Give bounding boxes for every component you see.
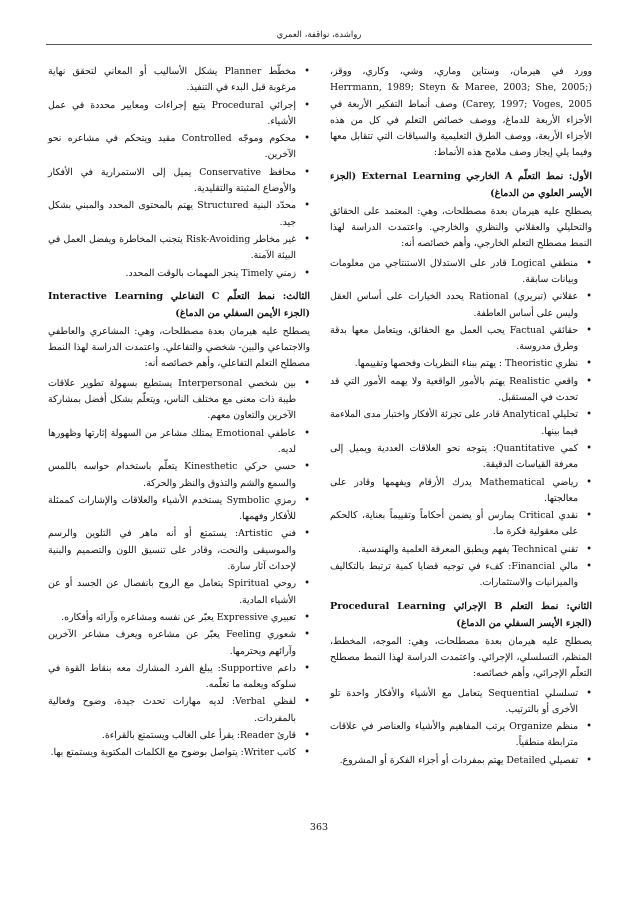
list-item: • واقعي Realistic يهتم بالأمور الواقعية ولا يهمه الأمور التي قد تحدث في المستقبل. [330, 374, 592, 407]
section-b-paragraph: يصطلح عليه هيرمان بعدة مصطلحات، وهي: الموجه، المخطط، المنظم، التسلسلي، الإجرائي. واعتمدت الدراسة لهذا النمط مصطلح التعلّم الإجرائي، وأهم خصائصه: [330, 635, 592, 680]
list-item: • تعبيري Expressive يعبّر عن نفسه ومشاعره وآرائه وأفكاره. [48, 610, 310, 626]
list-item: • غير مخاطر Risk-Avoiding يتجنب المخاطرة ويفضل العمل في البيئة الآمنة. [48, 232, 310, 265]
section-b-list-continued [48, 64, 310, 282]
list-item: • روحي Spiritual يتعامل مع الروح بانفصال عن الجسد أو عن الأشياء المادية. [48, 576, 310, 609]
list-item: • تسلسلي Sequential يتعامل مع الأشياء والأفكار واحدة تلو الأخرى أو بالترتيب. [330, 686, 592, 719]
list-item: • تحليلي Analytical قادر على تجزئة الأفكار واختبار مدى الملاءمة فيما بينها. [330, 407, 592, 440]
list-item: • نقدي Critical يمارس أو يضمن أحكاماً وتقييماً بعناية، كالحكم على معقولية فكرة ما. [330, 508, 592, 541]
section-c-heading: الثالث: نمط التعلّم C التفاعلي Interactive Learning (الجزء الأيمن السفلي من الدماغ) [48, 290, 310, 319]
left-column [48, 64, 310, 763]
section-c-paragraph: يصطلح عليه هيرمان بعدة مصطلحات، وهي: المشاعري والعاطفي والاجتماعي والبين- شخصي والتفاعلي. واعتمدت الدراسة لهذا النمط مصطلح التعلم التفاعلي، وأهم خصائصه أنه: [48, 325, 310, 370]
list-item: • بين شخصي Interpersonal يستطيع بسهولة تطوير علاقات طيبة ذات معنى مع مختلف الناس، ويتعلّم بشكل أفضل بمشاركة الآخرين والتعاون معهم. [48, 376, 310, 425]
list-item: • زمني Timely ينجز المهمات بالوقت المحدد. [48, 266, 310, 282]
right-column [330, 64, 592, 770]
list-item: • تفصيلي Detailed يهتم بمفردات أو أجزاء الفكرة أو المشروع. [330, 753, 592, 769]
list-item: • تقني Technical يفهم ويطبق المعرفة العلمية والهندسية. [330, 542, 592, 558]
intro-paragraph: وورد في هيرمان، وستاين وماري، وشي، وكاري، ووقز، (Herrmann, 1989; Steyn & Maree, 2003; She, 2005; Carey, 1997; Voges, 2005) وصف أنماط التفكير الأربعة في الأجزاء الأربعة للدماغ، ووصف خصائص التعلم في كل من هذه الأجزاء الأربعة، ووصف الطرق التعليمية والسياقات التي تتقابل معها وفيما يلي إيجاز وصف ملامح هذه الأنماط: [330, 66, 592, 159]
section-a-list [330, 256, 592, 592]
section-a-heading: الأول: نمط التعلّم A الخارجي External Learning (الجزء الأيسر العلوي من الدماغ) [330, 170, 592, 199]
list-item: • محافظ Conservative يميل إلى الاستمرارية في الأفكار والأوضاع المثبتة والتقليدية. [48, 165, 310, 198]
list-item: • منظم Organize يرتب المفاهيم والأشياء والعناصر في علاقات مترابطة منطقياً. [330, 719, 592, 752]
list-item: • عاطفي Emotional يمتلك مشاعر من السهولة إثارتها وظهورها لديه. [48, 426, 310, 459]
section-b-list [330, 686, 592, 769]
section-b-heading: الثاني: نمط التعلم B الإجرائي Procedural Learning (الجزء الأيسر السفلي من الدماغ) [330, 600, 592, 629]
list-item: • مخطّط Planner يشكل الأساليب أو المعاني لتحقق نهاية مرغوبة قبل البدء في التنفيذ. [48, 64, 310, 97]
list-item: • عقلاني (تبريري) Rational يحدد الخيارات على أساس العقل وليس على أساس العاطفة. [330, 289, 592, 322]
section-a-paragraph: يصطلح عليه هيرمان بعدة مصطلحات، وهي: المعتمد على الحقائق والتحليلي والعقلاني والنظري والخارجي. واعتمدت الدراسة لهذا النمط مصطلح التعلم الخارجي، وأهم خصائصه أنه: [330, 205, 592, 250]
list-item: • حقائقي Factual يحب العمل مع الحقائق، ويتعامل معها بدقة وطرق مدروسة. [330, 323, 592, 356]
list-item: • كمي Quantitative: يتوجه نحو العلاقات العددية ويميل إلى معرفة القياسات الدقيقة. [330, 441, 592, 474]
list-item: • رمزي Symbolic يستخدم الأشياء والعلاقات والإشارات كممثلة للأفكار وفهمها. [48, 493, 310, 526]
list-item: • مالي Financial: كفء في توجيه قضايا كمية ترتبط بالتكاليف والميزانيات والاستثمارات. [330, 559, 592, 592]
list-item: • حسي حركي Kinesthetic يتعلّم باستخدام حواسه باللمس والسمع والشم والتذوق والنظر والحركة. [48, 459, 310, 492]
list-item: • نظري Theoristic : يهتم ببناء النظريات وفحصها وتقييمها. [330, 356, 592, 372]
list-item: • رياضي Mathematical يدرك الأرقام ويفهمها وقادر على معالجتها. [330, 475, 592, 508]
list-item: • إجرائي Procedural يتبع إجراءات ومعايير محددة في عمل الأشياء. [48, 98, 310, 131]
list-item: • منطقي Logical قادر على الاستدلال الاستنتاجي من معلومات وبيانات سابقة. [330, 256, 592, 289]
page-number: 363 [309, 822, 329, 833]
header-rule [46, 44, 592, 45]
section-c-list [48, 376, 310, 762]
list-item: • كاتب Writer: يتواصل بوضوح مع الكلمات المكتوبة ويستمتع بها. [48, 745, 310, 761]
list-item: • داعم Supportive: يبلغ الفرد المشارك معه بنقاط القوة في سلوكه ويعلمه ما تعلّمه. [48, 661, 310, 694]
list-item: • محكوم وموجّه Controlled مقيد ويتحكم في مشاعره نحو الآخرين. [48, 131, 310, 164]
list-item: • محدّد البنية Structured يهتم بالمحتوى المحدد والمبني بشكل جيد. [48, 198, 310, 231]
list-item: • قارئ Reader: يقرأ على الغالب ويستمتع بالقراءة. [48, 728, 310, 744]
list-item: • لفظي Verbal: لديه مهارات تحدث جيدة، وضوح وفعالية بالمفردات. [48, 694, 310, 727]
list-item: • فني Artistic: يستمتع أو أنه ماهر في التلوين والرسم والموسيقى والنحت، وقادر على تنسيق اللون والتصميم والبنية لإحداث آثار سارة. [48, 526, 310, 575]
running-header: رواشدة، نواقفة، العمري [276, 30, 362, 40]
list-item: • شعوري Feeling يعبّر عن مشاعره ويعرف مشاعر الآخرين وآرائهم ويحترمها. [48, 627, 310, 660]
